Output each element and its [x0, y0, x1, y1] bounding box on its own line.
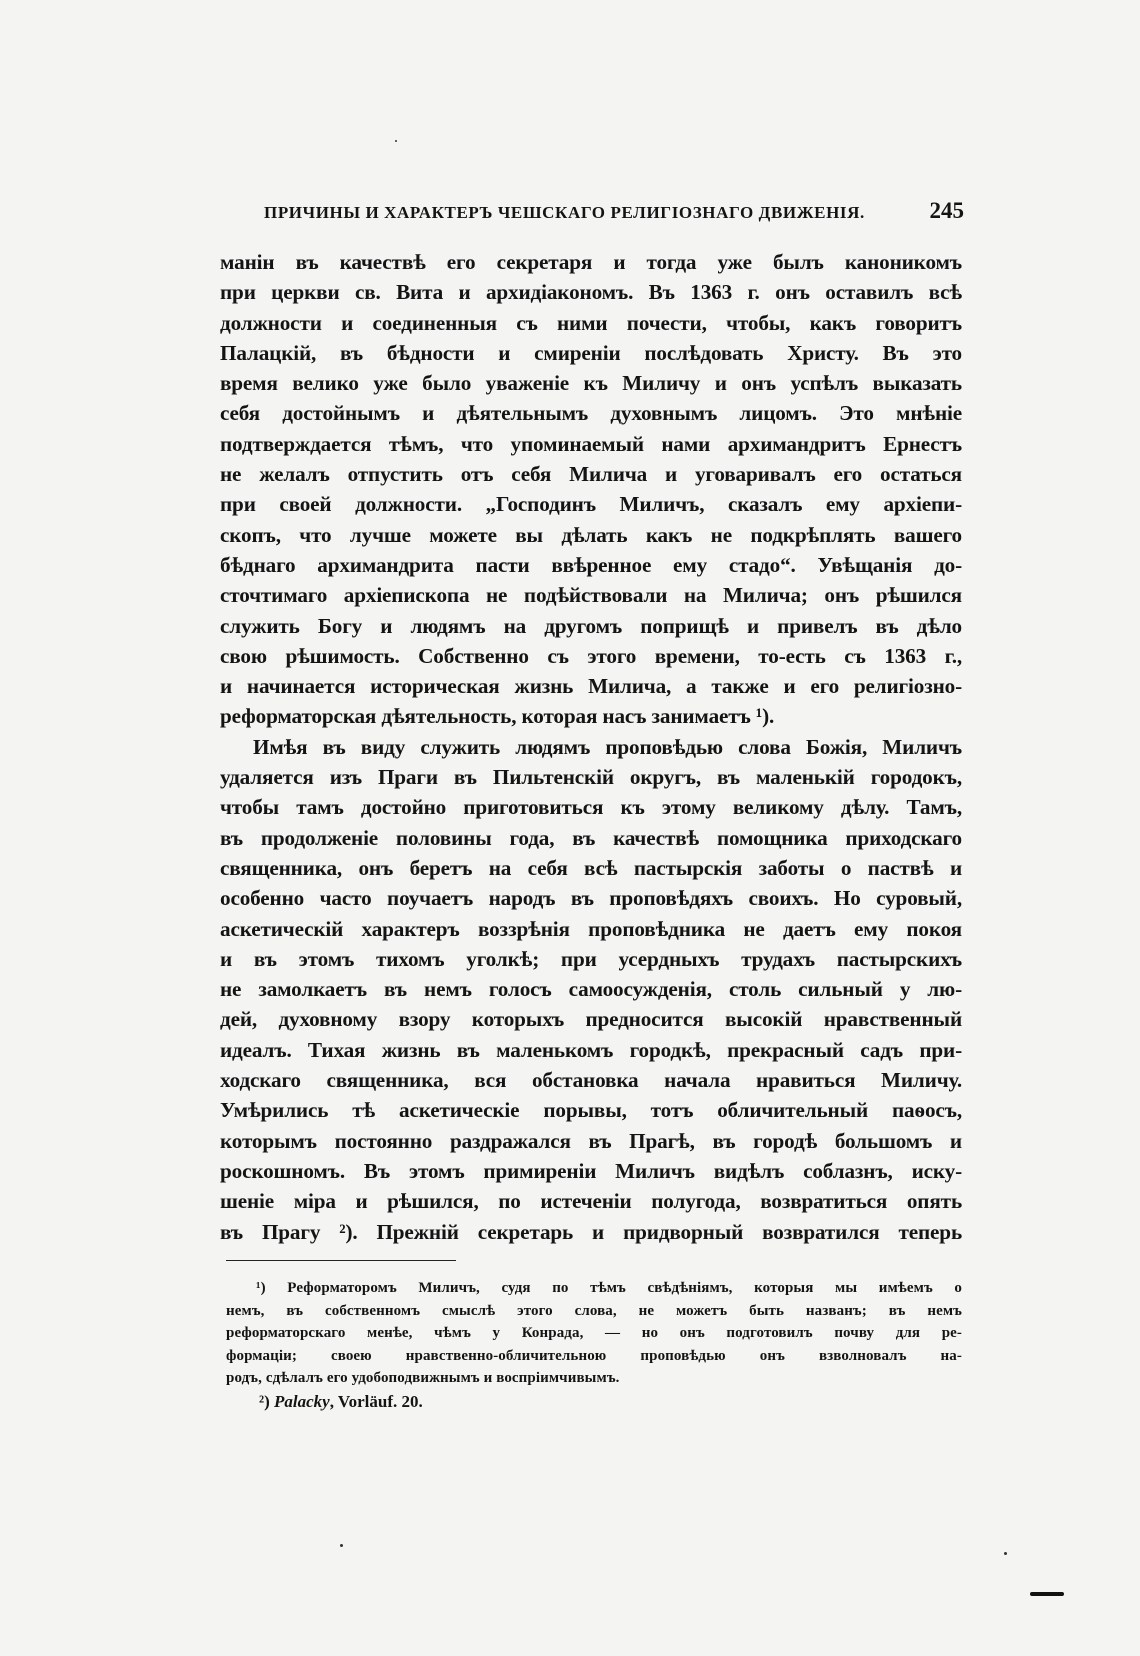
text-line: ходскаго священника, вся обстановка начала нравиться Миличу. — [220, 1068, 962, 1093]
text-line: удаляется изъ Праги въ Пильтенскій округъ, въ маленькій городокъ, — [220, 765, 962, 790]
footnote-1-line: реформаторскаго менѣе, чѣмъ у Конрада, — но онъ подготовилъ почву для ре- — [226, 1325, 962, 1341]
text-line: подтверждается тѣмъ, что упоминаемый нами архимандритъ Ернестъ — [220, 431, 962, 456]
text-line: чтобы тамъ достойно приготовиться къ этому великому дѣлу. Тамъ, — [220, 795, 962, 820]
scan-speck — [1004, 1552, 1007, 1555]
text-line: не желалъ отпустить отъ себя Милича и уговаривалъ его остаться — [220, 462, 962, 487]
footnote-1-line: немъ, въ собственномъ смыслѣ этого слова, не можетъ быть названъ; въ немъ — [226, 1302, 962, 1319]
text-line: Умѣрились тѣ аскетическіе порывы, тотъ обличительный паѳосъ, — [220, 1098, 962, 1123]
footnote-2 — [226, 1390, 962, 1414]
text-line: при церкви св. Вита и архидіакономъ. Въ 1363 г. онъ оставилъ всѣ — [220, 280, 962, 305]
text-line: себя достойнымъ и дѣятельнымъ духовнымъ лицомъ. Это мнѣніе — [220, 401, 962, 426]
text-line: при своей должности. „Господинъ Миличъ, сказалъ ему архіепи- — [220, 492, 962, 517]
scan-speck — [395, 140, 397, 142]
footnote-1-line: родъ, сдѣлалъ его удобоподвижнымъ и воспріимчивымъ. — [226, 1370, 620, 1386]
footnote-2-reference: , Vorläuf. 20. — [329, 1391, 423, 1411]
footnote-1-line: формаціи; своею нравственно-обличительною проповѣдью онъ взволновалъ на- — [226, 1347, 962, 1364]
footnote-2-author: Palacky — [274, 1391, 330, 1411]
text-line: скопъ, что лучше можете вы дѣлать какъ не подкрѣплять вашего — [220, 522, 962, 547]
text-line: особенно часто поучаетъ народъ въ проповѣдяхъ своихъ. Но суровый, — [220, 886, 962, 911]
text-line: аскетическій характеръ воззрѣнія проповѣдника не даетъ ему покоя — [220, 916, 962, 941]
paragraph-end-line: реформаторская дѣятельность, которая насъ занимаетъ ¹). — [220, 704, 775, 729]
text-line: должности и соединенныя съ ними почести, чтобы, какъ говоритъ — [220, 310, 962, 335]
text-line: Палацкій, въ бѣдности и смиреніи послѣдовать Христу. Въ это — [220, 340, 962, 365]
text-line: въ продолженіе половины года, въ качествѣ помощника приходскаго — [220, 825, 962, 850]
text-line: идеалъ. Тихая жизнь въ маленькомъ городкѣ, прекрасный садъ при- — [220, 1037, 962, 1062]
text-line: бѣднаго архимандрита пасти ввѣренное ему стадо“. Увѣщанія до- — [220, 552, 962, 577]
paragraph-start-line: Имѣя въ виду служить людямъ проповѣдью слова Божія, Миличъ — [253, 734, 962, 759]
text-line: въ Прагу ²). Прежній секретарь и придворный возвратился теперь — [220, 1219, 962, 1244]
text-line: не замолкаетъ въ немъ голосъ самоосужденія, столь сильный у лю- — [220, 977, 962, 1002]
text-line: служить Богу и людямъ на другомъ поприщѣ и привелъ въ дѣло — [220, 613, 962, 638]
text-line: роскошномъ. Въ этомъ примиреніи Миличъ видѣлъ соблазнъ, иску- — [220, 1158, 962, 1183]
text-line: священника, онъ беретъ на себя всѣ пастырскія заботы о паствѣ и — [220, 855, 962, 880]
text-line: сточтимаго архіепископа не подѣйствовали на Милича; онъ рѣшился — [220, 583, 962, 608]
text-line: время велико уже было уваженіе къ Миличу и онъ успѣлъ выказать — [220, 371, 962, 396]
text-line: и начинается историческая жизнь Милича, а также и его религіозно- — [220, 674, 962, 699]
text-line: манін въ качествѣ его секретаря и тогда уже былъ каноникомъ — [220, 250, 962, 274]
footnote-1-line: ¹) Реформаторомъ Миличъ, судя по тѣмъ свѣдѣніямъ, которыя мы имѣемъ о — [256, 1280, 962, 1296]
text-line: шеніе міра и рѣшился, по истеченіи полугода, возвратиться опять — [220, 1189, 962, 1214]
scan-mark — [1030, 1592, 1064, 1596]
text-line: дей, духовному взору которыхъ предносится высокій нравственный — [220, 1007, 962, 1032]
main-text — [220, 247, 962, 1247]
running-head: ПРИЧИНЫ И ХАРАКТЕРЪ ЧЕШСКАГО РЕЛИГІОЗНАГО ДВИЖЕНІЯ. — [264, 203, 865, 222]
text-line: и въ этомъ тихомъ уголкѣ; при усердныхъ трудахъ пастырскихъ — [220, 946, 962, 971]
footnote-divider — [226, 1260, 456, 1261]
footnotes — [226, 1277, 962, 1414]
footnote-2-marker: ²) — [259, 1391, 270, 1411]
scan-speck — [340, 1544, 343, 1547]
page-header — [264, 198, 964, 228]
text-line: свою рѣшимость. Собственно съ этого времени, то-есть съ 1363 г., — [220, 643, 962, 668]
text-line: которымъ постоянно раздражался въ Прагѣ, въ городѣ большомъ и — [220, 1128, 962, 1153]
page-number: 245 — [929, 198, 964, 223]
